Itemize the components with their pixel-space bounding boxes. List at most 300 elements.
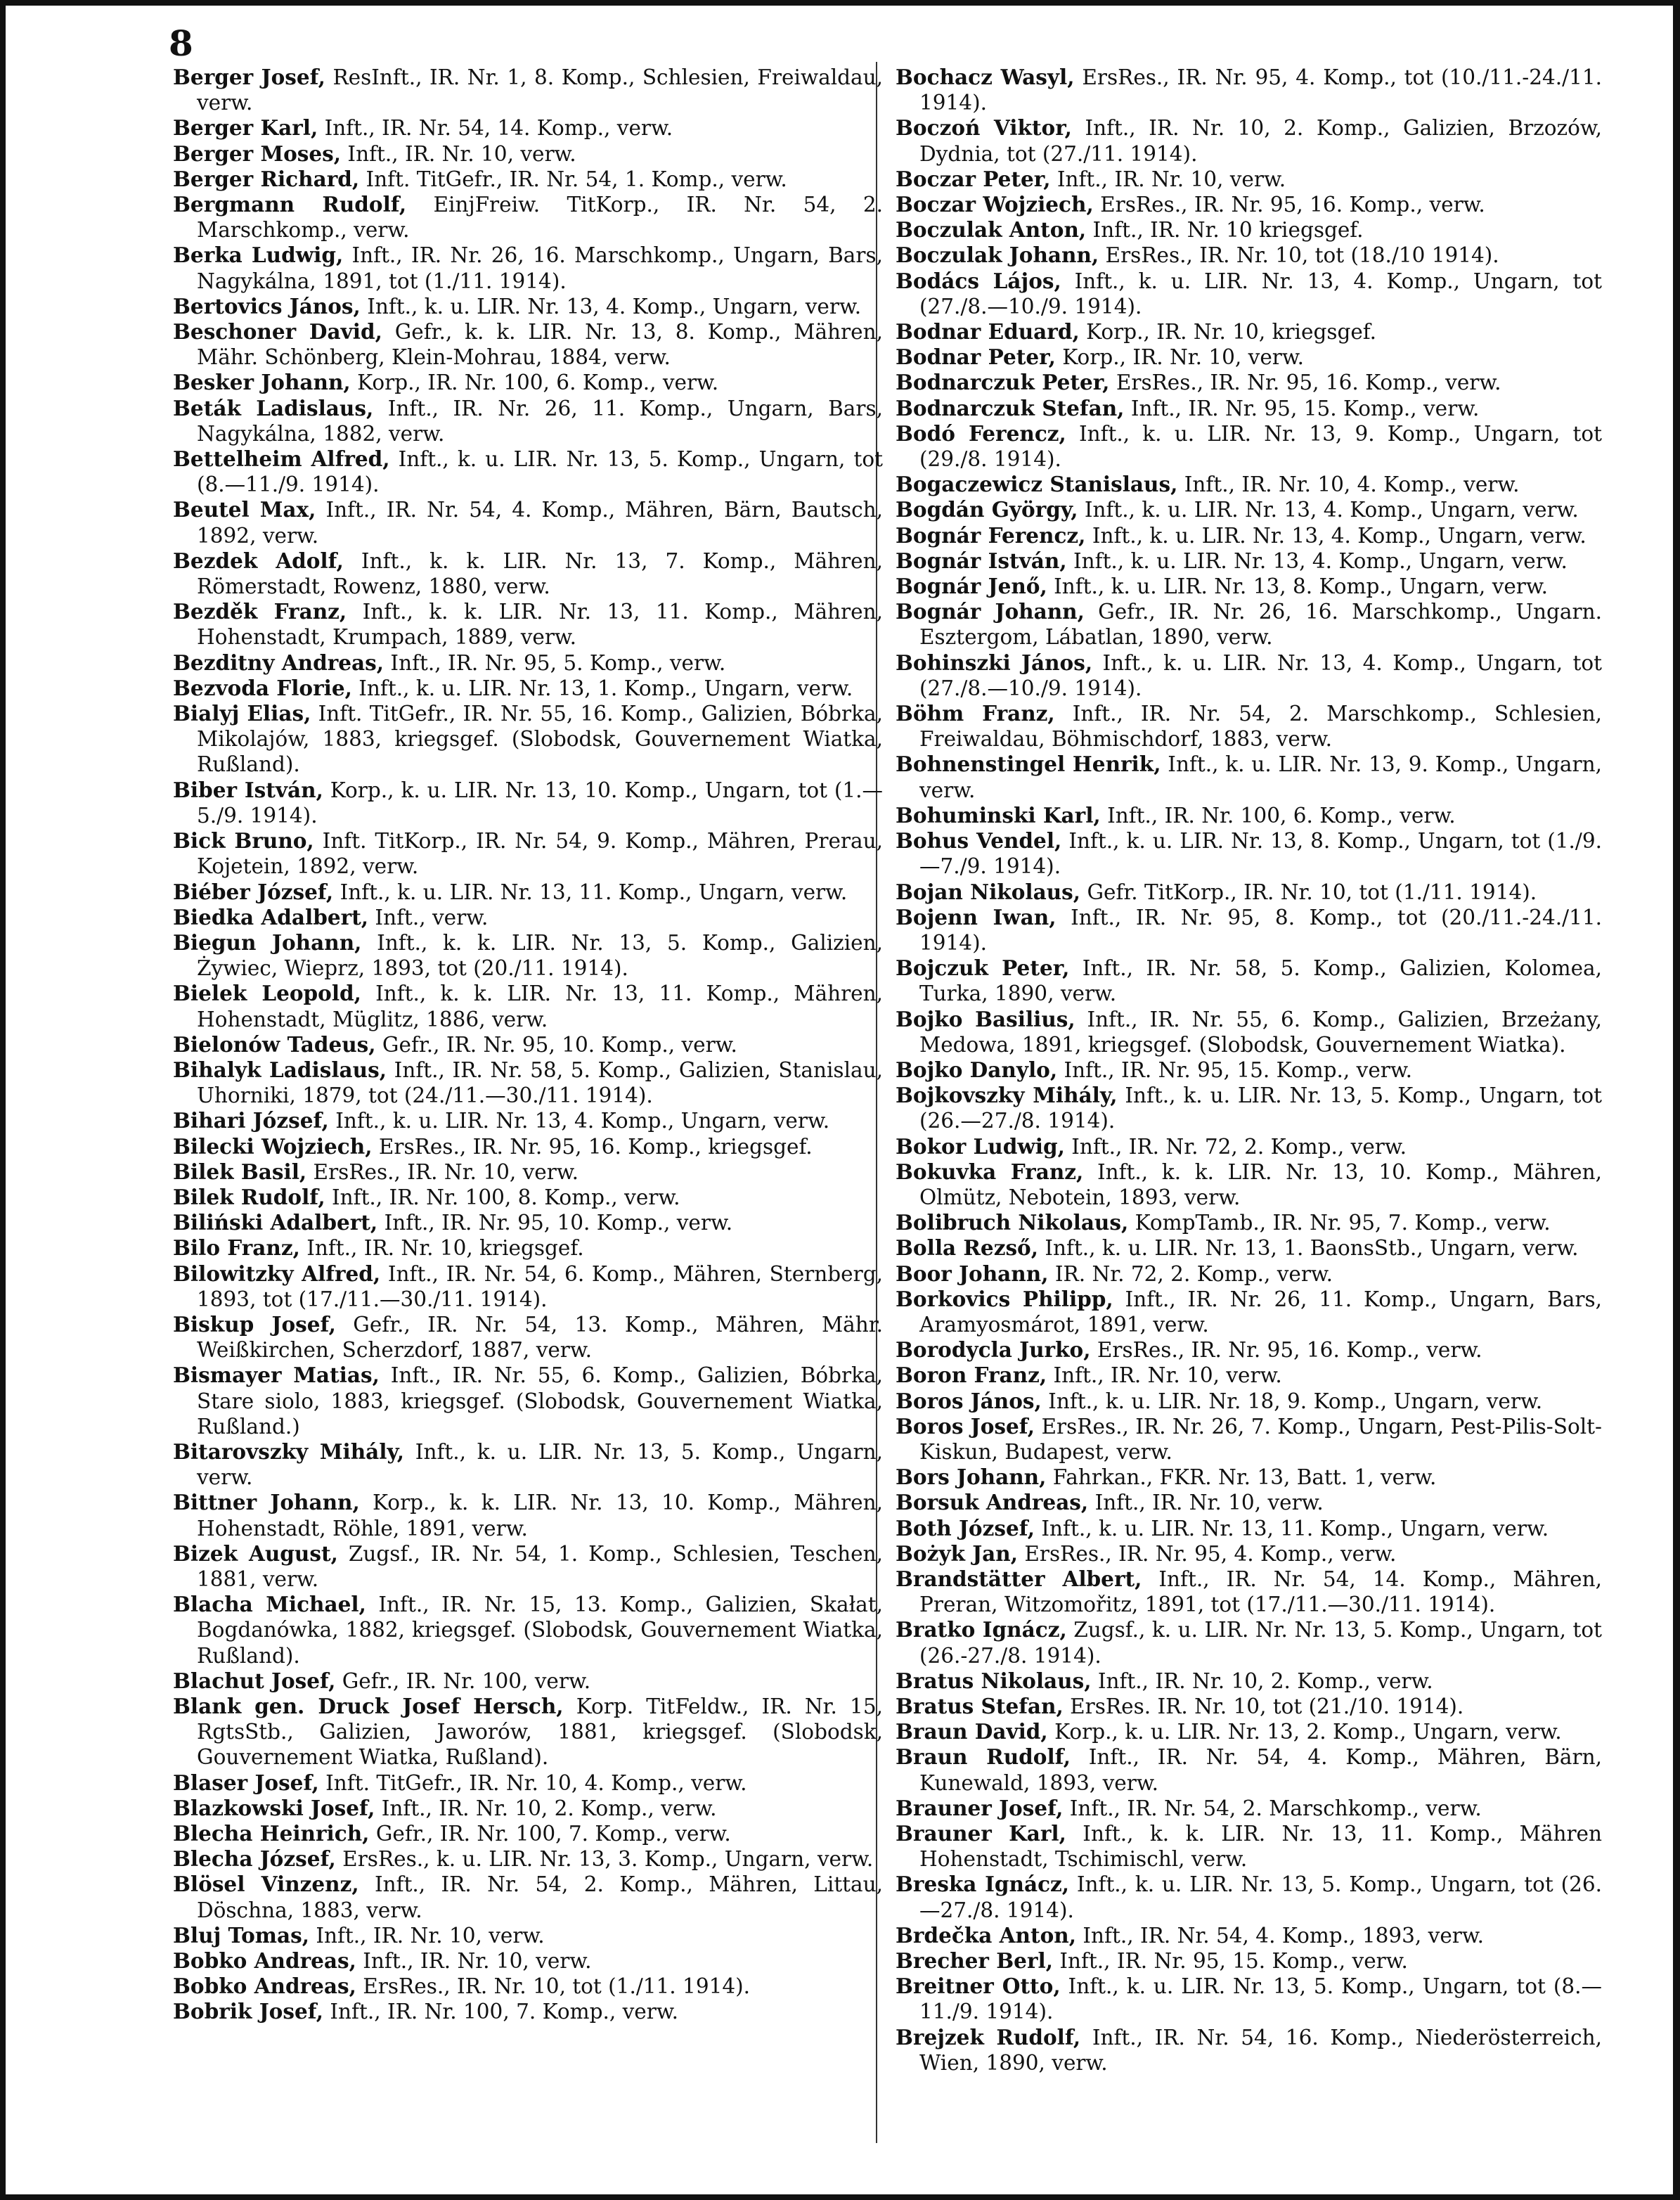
entry-details: Inft., k. u. LIR. Nr. 13, 4. Komp., Ungarn, verw. (360, 294, 862, 319)
register-entry (173, 446, 883, 497)
register-entry (896, 65, 1602, 115)
register-entry (896, 1083, 1602, 1133)
register-entry (896, 803, 1602, 828)
page-number: 8 (169, 22, 193, 64)
entry-surname: Bokuvka Franz, (896, 1159, 1084, 1184)
entry-surname: Bilowitzky Alfred, (173, 1261, 381, 1286)
entry-surname: Bognár Jenő, (896, 574, 1047, 599)
register-entry (173, 319, 883, 370)
entry-surname: Blösel Vinzenz, (173, 1872, 359, 1897)
entry-details: Inft., IR. Nr. 95, 8. Komp., tot (20./11.-24./11. 1914). (919, 905, 1602, 955)
entry-details: Inft., k. u. LIR. Nr. 13, 11. Komp., Ungarn, verw. (333, 880, 848, 904)
entry-details: Inft., IR. Nr. 54, 14. Komp., Mähren, Preran, Witzomořitz, 1891, tot (17./11.—30./11. 1914). (919, 1567, 1603, 1617)
register-entry (896, 1567, 1602, 1617)
register-entry (896, 1465, 1602, 1490)
entry-surname: Bittner Johann, (173, 1490, 360, 1515)
entry-surname: Biliński Adalbert, (173, 1210, 378, 1235)
entry-surname: Bick Bruno, (173, 828, 314, 854)
entry-details: Inft., IR. Nr. 54, 4. Komp., 1893, verw. (1076, 1923, 1485, 1948)
entry-details: Inft., k. k. LIR. Nr. 13, 7. Komp., Mähren, Römerstadt, Rowenz, 1880, verw. (197, 548, 883, 599)
entry-surname: Boczar Wojziech, (896, 192, 1094, 217)
entry-surname: Beutel Max, (173, 497, 316, 522)
entry-surname: Braun Rudolf, (896, 1744, 1071, 1770)
entry-details: Inft., k. u. LIR. Nr. 13, 4. Komp., Ungarn, verw. (1085, 523, 1587, 548)
entry-details: Korp., k. k. LIR. Nr. 13, 10. Komp., Mähren, Hohenstadt, Röhle, 1891, verw. (197, 1491, 883, 1540)
register-entry (896, 1057, 1602, 1083)
entry-surname: Berka Ludwig, (173, 243, 344, 268)
entry-details: Inft., k. k. LIR. Nr. 13, 11. Komp., Mähren, Hohenstadt, Müglitz, 1886, verw. (197, 982, 883, 1031)
register-entry (896, 1414, 1602, 1465)
entry-surname: Brejzek Rudolf, (896, 2024, 1081, 2050)
entry-surname: Biegun Johann, (173, 929, 362, 955)
entry-details: Korp. TitFeldw., IR. Nr. 15, RgtsStb., Galizien, Jaworów, 1881, kriegsgef. (Slobodsk, Gouvernement Wiatka, Rußland). (197, 1694, 883, 1770)
entry-surname: Boros János, (896, 1388, 1042, 1413)
entry-details: Inft., IR. Nr. 10, verw. (309, 1923, 545, 1948)
register-entry (896, 1261, 1602, 1287)
register-entry (896, 1821, 1602, 1872)
register-entry (896, 1541, 1602, 1567)
entry-surname: Breska Ignácz, (896, 1872, 1070, 1897)
entry-surname: Blazkowski Josef, (173, 1795, 375, 1820)
entry-details: Inft., IR. Nr. 10, 4. Komp., verw. (1177, 472, 1520, 497)
register-entry (896, 828, 1602, 879)
entry-details: Inft., k. u. LIR. Nr. 13, 5. Komp., Ungarn, tot (26.—27./8. 1914). (919, 1083, 1602, 1133)
entry-details: Korp., IR. Nr. 10, kriegsgef. (1079, 320, 1377, 345)
entry-details: Inft., verw. (368, 905, 489, 929)
entry-surname: Bilecki Wojziech, (173, 1133, 373, 1159)
register-entry (896, 396, 1602, 421)
entry-surname: Bodnar Peter, (896, 345, 1056, 370)
entry-details: Inft., IR. Nr. 95, 5. Komp., verw. (384, 650, 726, 675)
register-entry (896, 192, 1602, 217)
entry-surname: Braun David, (896, 1719, 1048, 1744)
entry-details: ErsRes. IR. Nr. 10, tot (21./10. 1914). (1063, 1694, 1464, 1718)
entry-surname: Bojkovszky Mihály, (896, 1083, 1118, 1108)
entry-surname: Bogaczewicz Stanislaus, (896, 472, 1178, 497)
entry-details: Inft., IR. Nr. 54, 6. Komp., Mähren, Sternberg, 1893, tot (17./11.—30./11. 1914). (197, 1261, 883, 1311)
entry-surname: Berger Karl, (173, 115, 318, 141)
register-entry (173, 1974, 883, 1999)
entry-details: Inft., k. u. LIR. Nr. 13, 9. Komp., Ungarn, verw. (919, 752, 1602, 802)
entry-surname: Breitner Otto, (896, 1974, 1061, 1999)
register-entry (173, 701, 883, 778)
register-entry (896, 701, 1602, 752)
entry-details: Inft., IR. Nr. 58, 5. Komp., Galizien, Kolomea, Turka, 1890, verw. (919, 956, 1602, 1006)
entry-details: Inft. TitGefr., IR. Nr. 55, 16. Komp., Galizien, Bóbrka, Mikolajów, 1883, kriegsgef. (Slobodsk, Gouvernement Wiatka, Rußland). (197, 702, 884, 777)
entry-surname: Bilek Rudolf, (173, 1184, 325, 1209)
entry-surname: Besker Johann, (173, 370, 351, 395)
register-entry (173, 650, 883, 676)
entry-surname: Biéber József, (173, 879, 334, 904)
register-entry (173, 141, 883, 167)
entry-surname: Bodács Lájos, (896, 268, 1061, 293)
entry-surname: Bojko Danylo, (896, 1057, 1058, 1082)
entry-surname: Bezditny Andreas, (173, 650, 385, 675)
entry-surname: Brauner Karl, (896, 1821, 1066, 1846)
register-entry (896, 1210, 1602, 1235)
register-entry (896, 1974, 1602, 2024)
entry-details: Inft. TitKorp., IR. Nr. 54, 9. Komp., Mähren, Prerau, Kojetein, 1892, verw. (197, 829, 883, 879)
register-entry (896, 1694, 1602, 1719)
entry-surname: Boros Josef, (896, 1413, 1035, 1439)
register-entry (896, 574, 1602, 599)
entry-details: Inft. TitGefr., IR. Nr. 54, 1. Komp., verw. (359, 167, 787, 191)
register-entry (173, 1592, 883, 1668)
entry-details: ErsRes., IR. Nr. 95, 4. Komp., tot (10./11.-24./11. 1914). (919, 65, 1603, 115)
entry-details: Inft., k. k. LIR. Nr. 13, 11. Komp., Mähren Hohenstadt, Tschimischl, verw. (919, 1822, 1603, 1872)
entry-surname: Böhm Franz, (896, 701, 1055, 726)
entry-surname: Bihalyk Ladislaus, (173, 1057, 387, 1082)
entry-details: Inft., k. u. LIR. Nr. 13, 11. Komp., Ungarn, verw. (1035, 1516, 1549, 1540)
entry-surname: Biskup Josef, (173, 1311, 336, 1337)
entry-details: Inft. TitGefr., IR. Nr. 10, 4. Komp., verw. (318, 1770, 747, 1795)
entry-surname: Bobrik Josef, (173, 1999, 324, 2024)
entry-surname: Blecha Heinrich, (173, 1821, 370, 1846)
entry-details: Inft., IR. Nr. 100, 8. Komp., verw. (325, 1185, 680, 1209)
register-entry (896, 243, 1602, 268)
entry-details: Gefr., k. k. LIR. Nr. 13, 8. Komp., Mähren, Mähr. Schönberg, Klein-Mohrau, 1884, verw. (197, 320, 883, 370)
entry-surname: Bergmann Rudolf, (173, 192, 407, 217)
entry-details: Inft., k. k. LIR. Nr. 13, 10. Komp., Mähren, Olmütz, Nebotein, 1893, verw. (919, 1159, 1602, 1209)
entry-surname: Boczar Peter, (896, 166, 1051, 191)
register-entry (173, 599, 883, 650)
register-entry (896, 548, 1602, 574)
register-entry (896, 1923, 1602, 1948)
entry-surname: Bitarovszky Mihály, (173, 1439, 405, 1464)
register-entry (896, 167, 1602, 192)
entry-details: Inft., IR. Nr. 54, 2. Komp., Mähren, Littau, Döschna, 1883, verw. (197, 1872, 883, 1922)
register-entry (896, 1159, 1602, 1210)
register-entry (173, 1210, 883, 1235)
entry-details: EinjFreiw. TitKorp., IR. Nr. 54, 2. Marschkomp., verw. (197, 193, 883, 243)
register-entry (173, 1159, 883, 1185)
register-entry (896, 1235, 1602, 1261)
entry-details: IR. Nr. 72, 2. Komp., verw. (1048, 1261, 1333, 1286)
entry-surname: Bertovics János, (173, 293, 361, 319)
entry-surname: Bobko Andreas, (173, 1974, 356, 1999)
register-entry (173, 1948, 883, 1974)
register-entry (173, 1541, 883, 1592)
entry-details: Gefr., IR. Nr. 26, 16. Marschkomp., Ungarn. Esztergom, Lábatlan, 1890, verw. (919, 600, 1603, 650)
register-entry (173, 115, 883, 141)
register-entry (896, 650, 1602, 701)
register-entry (896, 319, 1602, 345)
register-entry (896, 1007, 1602, 1057)
entry-details: Inft., IR. Nr. 10, kriegsgef. (299, 1236, 584, 1261)
entry-surname: Bolla Rezső, (896, 1235, 1038, 1261)
entry-surname: Bokor Ludwig, (896, 1133, 1065, 1159)
register-entry (173, 294, 883, 319)
register-entry (173, 1694, 883, 1770)
entry-surname: Bobko Andreas, (173, 1948, 356, 1974)
entry-details: Gefr. TitKorp., IR. Nr. 10, tot (1./11. 1914). (1080, 880, 1537, 904)
entry-details: Inft., IR. Nr. 95, 15. Komp., verw. (1057, 1057, 1413, 1082)
entry-details: ErsRes., IR. Nr. 95, 16. Komp., verw. (1090, 1338, 1482, 1363)
entry-details: Inft., k. u. LIR. Nr. 13, 9. Komp., Ungarn, tot (29./8. 1914). (919, 421, 1602, 472)
entry-details: Korp., IR. Nr. 10, verw. (1055, 345, 1305, 370)
entry-details: ErsRes., IR. Nr. 95, 16. Komp., kriegsgef. (372, 1134, 813, 1159)
entry-surname: Bojan Nikolaus, (896, 879, 1081, 904)
entry-surname: Brandstätter Albert, (896, 1566, 1142, 1591)
entry-surname: Bielek Leopold, (173, 981, 361, 1006)
register-entry (173, 1134, 883, 1159)
register-entry (173, 880, 883, 905)
register-entry (173, 1057, 883, 1108)
register-entry (896, 956, 1602, 1006)
entry-details: Inft., k. u. LIR. Nr. 13, 4. Komp., Ungarn, verw. (1078, 498, 1579, 522)
entry-details: Inft., k. u. LIR. Nr. 18, 9. Komp., Ungarn, verw. (1041, 1389, 1543, 1413)
entry-details: Inft., k. u. LIR. Nr. 13, 4. Komp., Ungarn, tot (27./8.—10./9. 1914). (919, 650, 1602, 700)
entry-details: Inft., IR. Nr. 26, 11. Komp., Ungarn, Bars, Aramyosmárot, 1891, verw. (919, 1287, 1603, 1337)
entry-details: Korp., k. u. LIR. Nr. 13, 10. Komp., Ungarn, tot (1.—5./9. 1914). (197, 778, 883, 828)
entry-details: Inft., IR. Nr. 10, verw. (1050, 167, 1286, 191)
register-entry (896, 1389, 1602, 1414)
register-entry (896, 905, 1602, 956)
entry-surname: Bielonów Tadeus, (173, 1031, 376, 1057)
entry-surname: Brecher Berl, (896, 1948, 1053, 1974)
entry-details: Inft., IR. Nr. 26, 11. Komp., Ungarn, Bars, Nagykálna, 1882, verw. (197, 396, 883, 446)
entry-surname: Blank gen. Druck Josef Hersch, (173, 1694, 564, 1718)
register-entry (173, 905, 883, 930)
entry-surname: Bilek Basil, (173, 1159, 307, 1184)
register-entry (173, 981, 883, 1031)
register-entry (173, 192, 883, 243)
entry-details: KompTamb., IR. Nr. 95, 7. Komp., verw. (1128, 1211, 1551, 1235)
register-entry (173, 497, 883, 548)
register-entry (896, 115, 1602, 166)
entry-surname: Bochacz Wasyl, (896, 65, 1075, 89)
entry-details: Inft., IR. Nr. 54, 4. Komp., Mähren, Bärn, Kunewald, 1893, verw. (919, 1745, 1602, 1795)
entry-surname: Bohuminski Karl, (896, 802, 1101, 828)
register-entry (896, 523, 1602, 548)
entry-details: Inft., IR. Nr. 10, verw. (356, 1949, 592, 1974)
entry-details: Inft., IR. Nr. 10, 2. Komp., verw. (375, 1796, 717, 1820)
entry-details: Inft., IR. Nr. 54, 14. Komp., verw. (318, 116, 673, 141)
register-entry (173, 930, 883, 981)
entry-details: Inft., k. u. LIR. Nr. 13, 5. Komp., Ungarn, verw. (197, 1439, 883, 1490)
register-entry (173, 167, 883, 192)
entry-surname: Bodnar Eduard, (896, 319, 1080, 345)
entry-surname: Bihari József, (173, 1108, 329, 1133)
entry-details: Inft., IR. Nr. 10, verw. (341, 141, 576, 166)
entry-surname: Boczoń Viktor, (896, 115, 1072, 141)
entry-surname: Bismayer Matias, (173, 1363, 380, 1388)
entry-surname: Borkovics Philipp, (896, 1286, 1113, 1311)
register-entry (896, 1337, 1602, 1363)
register-entry (173, 1363, 883, 1439)
register-entry (173, 778, 883, 828)
entry-surname: Bialyj Elias, (173, 701, 311, 726)
entry-details: Korp., k. u. LIR. Nr. 13, 2. Komp., Ungarn, verw. (1047, 1720, 1562, 1744)
register-entry (173, 676, 883, 701)
register-entry (896, 2025, 1602, 2076)
entry-surname: Bilo Franz, (173, 1235, 300, 1261)
register-entry (896, 1796, 1602, 1821)
entry-details: ErsRes., IR. Nr. 95, 4. Komp., verw. (1018, 1541, 1397, 1566)
entry-details: Inft., k. u. LIR. Nr. 13, 1. BaonsStb., Ungarn, verw. (1038, 1236, 1579, 1261)
entry-details: Inft., IR. Nr. 100, 6. Komp., verw. (1100, 803, 1456, 828)
entry-surname: Bohnenstingel Henrik, (896, 752, 1161, 777)
register-entry (173, 1439, 883, 1490)
entry-surname: Blaser Josef, (173, 1770, 319, 1795)
entry-details: ErsRes., IR. Nr. 95, 16. Komp., verw. (1109, 371, 1501, 395)
left-column (173, 65, 883, 2025)
entry-surname: Bors Johann, (896, 1465, 1047, 1490)
entry-details: Inft., k. u. LIR. Nr. 13, 5. Komp., Ungarn, tot (8.—11./9. 1914). (197, 447, 883, 497)
entry-surname: Bezděk Franz, (173, 599, 347, 624)
entry-details: Inft., k. u. LIR. Nr. 13, 4. Komp., Ungarn, tot (27./8.—10./9. 1914). (919, 269, 1602, 319)
entry-details: Inft., k. u. LIR. Nr. 13, 8. Komp., Ungarn, tot (1./9.—7./9. 1914). (919, 829, 1603, 879)
entry-surname: Bodó Ferencz, (896, 420, 1066, 446)
register-entry (173, 1261, 883, 1312)
register-entry (173, 396, 883, 446)
entry-surname: Blecha József, (173, 1846, 336, 1872)
entry-details: Inft., IR. Nr. 10, verw. (1088, 1491, 1324, 1515)
register-entry (896, 472, 1602, 497)
entry-details: Inft., IR. Nr. 100, 7. Komp., verw. (323, 2000, 678, 2024)
register-entry (896, 1872, 1602, 1922)
entry-surname: Bluj Tomas, (173, 1922, 309, 1948)
entry-details: Korp., IR. Nr. 100, 6. Komp., verw. (350, 371, 719, 395)
entry-details: Inft., k. u. LIR. Nr. 13, 5. Komp., Ungarn, tot (8.—11./9. 1914). (919, 1974, 1602, 2024)
entry-surname: Bognár Johann, (896, 599, 1085, 624)
entry-surname: Bodnarczuk Peter, (896, 370, 1110, 395)
register-entry (173, 1796, 883, 1821)
entry-surname: Blacha Michael, (173, 1592, 366, 1617)
register-entry (896, 370, 1602, 395)
entry-surname: Both József, (896, 1515, 1035, 1540)
register-entry (173, 1668, 883, 1694)
entry-surname: Boor Johann, (896, 1261, 1049, 1286)
entry-details: Inft., IR. Nr. 26, 16. Marschkomp., Ungarn, Bars, Nagykálna, 1891, tot (1./11. 1914). (197, 243, 883, 293)
entry-surname: Bizek August, (173, 1540, 338, 1566)
register-entry (896, 880, 1602, 905)
entry-details: Inft., k. k. LIR. Nr. 13, 5. Komp., Galizien, Żywiec, Wieprz, 1893, tot (20./11. 1914). (197, 930, 883, 981)
entry-surname: Bojczuk Peter, (896, 956, 1070, 981)
entry-details: Inft., IR. Nr. 55, 6. Komp., Galizien, Brzeżany, Medowa, 1891, kriegsgef. (Slobodsk, Gouvernement Wiatka). (919, 1007, 1602, 1057)
entry-surname: Bożyk Jan, (896, 1540, 1019, 1566)
entry-surname: Biber István, (173, 777, 323, 802)
entry-surname: Blachut Josef, (173, 1668, 336, 1693)
entry-surname: Bognár Ferencz, (896, 522, 1086, 548)
entry-details: Gefr., IR. Nr. 100, verw. (335, 1668, 591, 1693)
entry-details: Gefr., IR. Nr. 100, 7. Komp., verw. (369, 1822, 731, 1846)
entry-surname: Bohus Vendel, (896, 828, 1062, 854)
register-entry (173, 1032, 883, 1057)
entry-details: ErsRes., IR. Nr. 26, 7. Komp., Ungarn, Pest-Pilis-Solt-Kiskun, Budapest, verw. (919, 1414, 1602, 1464)
register-entry (173, 1108, 883, 1133)
entry-details: ErsRes., IR. Nr. 10, tot (1./11. 1914). (356, 1974, 751, 1999)
register-entry (896, 599, 1602, 650)
entry-details: Inft., IR. Nr. 55, 6. Komp., Galizien, Bóbrka, Stare siolo, 1883, kriegsgef. (Slobodsk, Gouvernement Wiatka, Rußland.) (197, 1363, 883, 1439)
entry-surname: Boczulak Anton, (896, 217, 1087, 243)
entry-surname: Bohinszki János, (896, 650, 1093, 675)
entry-details: Inft., k. u. LIR. Nr. 13, 1. Komp., Ungarn, verw. (351, 676, 853, 700)
entry-surname: Brdečka Anton, (896, 1922, 1077, 1948)
entry-details: Inft., k. u. LIR. Nr. 13, 4. Komp., Ungarn, verw. (328, 1109, 830, 1133)
entry-details: Inft., k. k. LIR. Nr. 13, 11. Komp., Mähren, Hohenstadt, Krumpach, 1889, verw. (197, 600, 883, 650)
entry-surname: Berger Josef, (173, 65, 325, 89)
entry-details: Zugsf., IR. Nr. 54, 1. Komp., Schlesien, Teschen, 1881, verw. (197, 1541, 883, 1591)
entry-surname: Bezvoda Florie, (173, 675, 352, 700)
entry-surname: Bratus Stefan, (896, 1694, 1064, 1718)
register-entry (896, 497, 1602, 522)
register-entry (173, 243, 883, 293)
register-entry (173, 1490, 883, 1540)
entry-details: Inft., IR. Nr. 10, 2. Komp., verw. (1091, 1668, 1433, 1693)
register-entry (173, 65, 883, 115)
register-entry (896, 1134, 1602, 1159)
entry-details: Inft., IR. Nr. 72, 2. Komp., verw. (1064, 1134, 1407, 1159)
register-entry (173, 548, 883, 599)
entry-details: Inft., IR. Nr. 54, 4. Komp., Mähren, Bärn, Bautsch, 1892, verw. (197, 498, 883, 548)
entry-details: ErsRes., k. u. LIR. Nr. 13, 3. Komp., Ungarn, verw. (335, 1847, 874, 1872)
entry-details: Inft., IR. Nr. 10, 2. Komp., Galizien, Brzozów, Dydnia, tot (27./11. 1914). (919, 116, 1602, 166)
register-entry (173, 1923, 883, 1948)
register-entry (896, 1516, 1602, 1541)
entry-details: Inft., k. u. LIR. Nr. 13, 8. Komp., Ungarn, verw. (1047, 574, 1549, 599)
register-entry (896, 345, 1602, 370)
entry-surname: Bodnarczuk Stefan, (896, 395, 1125, 420)
entry-surname: Bojenn Iwan, (896, 904, 1057, 929)
entry-surname: Bolibruch Nikolaus, (896, 1210, 1129, 1235)
entry-details: ErsRes., IR. Nr. 10, tot (18./10 1914). (1099, 243, 1499, 268)
entry-surname: Boron Franz, (896, 1363, 1047, 1388)
entry-details: Inft., IR. Nr. 95, 15. Komp., verw. (1052, 1949, 1408, 1974)
entry-surname: Brauner Josef, (896, 1795, 1064, 1820)
register-entry (896, 1490, 1602, 1515)
entry-surname: Bettelheim Alfred, (173, 446, 390, 472)
entry-details: Gefr., IR. Nr. 54, 13. Komp., Mähren, Mähr. Weißkirchen, Scherzdorf, 1887, verw. (197, 1312, 884, 1363)
register-entry (896, 1617, 1602, 1668)
entry-details: Fahrkan., FKR. Nr. 13, Batt. 1, verw. (1046, 1465, 1437, 1490)
register-entry (896, 1744, 1602, 1795)
register-entry (173, 1999, 883, 2024)
register-entry (896, 269, 1602, 319)
entry-surname: Bezdek Adolf, (173, 548, 344, 573)
register-entry (896, 1719, 1602, 1744)
entry-details: Inft., IR. Nr. 54, 16. Komp., Niederösterreich, Wien, 1890, verw. (919, 2025, 1602, 2075)
entry-details: Inft., IR. Nr. 10, verw. (1047, 1363, 1282, 1388)
register-entry (896, 1948, 1602, 1974)
entry-surname: Bratus Nikolaus, (896, 1668, 1092, 1693)
entry-surname: Boczulak Johann, (896, 243, 1099, 268)
entry-surname: Borodycla Jurko, (896, 1337, 1091, 1363)
entry-surname: Biedka Adalbert, (173, 904, 369, 929)
entry-details: Inft., IR. Nr. 15, 13. Komp., Galizien, Skałat, Bogdanówka, 1882, kriegsgef. (Slobodsk, Gouvernement Wiatka, Rußland). (197, 1593, 883, 1668)
entry-surname: Bogdán György, (896, 497, 1078, 522)
entry-details: Inft., IR. Nr. 95, 15. Komp., verw. (1124, 396, 1480, 420)
register-entry (173, 1185, 883, 1210)
register-entry (173, 1846, 883, 1872)
entry-details: ErsRes., IR. Nr. 95, 16. Komp., verw. (1093, 193, 1485, 217)
entry-details: Inft., IR. Nr. 54, 2. Marschkomp., Schlesien, Freiwaldau, Böhmischdorf, 1883, verw. (919, 702, 1602, 752)
entry-details: Inft., IR. Nr. 95, 10. Komp., verw. (377, 1211, 733, 1235)
right-column (896, 65, 1602, 2076)
entry-surname: Borsuk Andreas, (896, 1490, 1089, 1515)
entry-surname: Beták Ladislaus, (173, 395, 374, 420)
entry-details: ResInft., IR. Nr. 1, 8. Komp., Schlesien, Freiwaldau, verw. (197, 65, 883, 115)
register-entry (173, 1770, 883, 1796)
register-entry (173, 370, 883, 395)
register-entry (896, 1287, 1602, 1337)
entry-surname: Berger Moses, (173, 141, 342, 166)
entry-surname: Berger Richard, (173, 166, 360, 191)
entry-details: Inft., IR. Nr. 54, 2. Marschkomp., verw. (1063, 1796, 1482, 1820)
entry-surname: Bratko Ignácz, (896, 1617, 1067, 1642)
register-entry (173, 1312, 883, 1363)
entry-details: Inft., k. u. LIR. Nr. 13, 4. Komp., Ungarn, verw. (1066, 548, 1568, 573)
